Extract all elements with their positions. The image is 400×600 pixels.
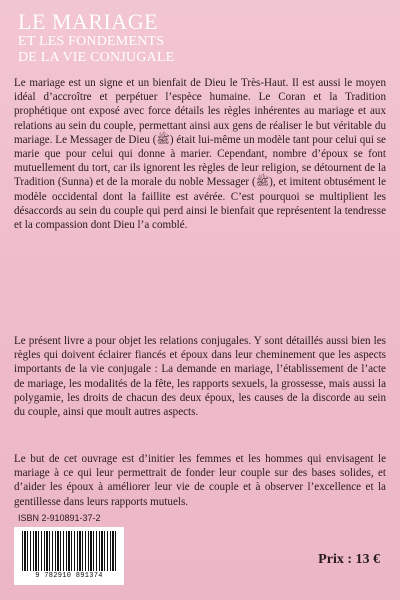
barcode-number: 9 782910 891374 xyxy=(35,572,103,580)
book-subtitle-line-2: DE LA VIE CONJUGALE xyxy=(18,50,175,65)
description-paragraph-3: Le but de cet ouvrage est d’initier les femmes et les hommes qui envisagent le mariage à ce qui leur permettrait de fonder leur couple sur des bases solides, et d’aider les époux à améliorer leur vie de couple et à observer l’excellence et la gentillesse dans leurs rapports mutuels. xyxy=(14,453,386,508)
book-subtitle-line-1: ET LES FONDEMENTS xyxy=(18,34,165,49)
title-block xyxy=(18,10,318,66)
description-paragraph-2: Le présent livre a pour objet les relations conjugales. Y sont détaillés aussi bien les règles qui doivent éclairer fiancés et époux dans leur cheminement que les aspects importants de la vie conjugale : La demande en mariage, l’établissement de l’acte de mariage, les modalités de la fête, les rapports sexuels, la grossesse, mais aussi la polygamie, les droits de chacun des deux époux, les causes de la discorde au sein du couple, ainsi que moult autres aspects. xyxy=(14,335,386,419)
price-label: Prix : 13 € xyxy=(318,552,380,567)
isbn-label: ISBN 2-910891-37-2 xyxy=(18,513,101,523)
description-paragraph-1: Le mariage est un signe et un bienfait de Dieu le Très-Haut. Il est aussi le moyen idéal d’accroître et perpétuer l’espèce humaine. Le Coran et la Tradition prophétique ont exposé avec force détails les règles inhérentes au mariage et aux relations au sein du couple, permettant ainsi aux gens de réaliser le but véritable du mariage. Le Messager de Dieu (ﷺ) était lui-même un modèle tant pour celui qui se marie que pour celui qui donne à marier. Cependant, nombre d’époux se font mutuellement du tort, car ils ignorent les règles de leur religion, se détournent de la Tradition (Sunna) et de la morale du noble Messager (ﷺ), et imitent obtusément le modèle occidental dont la faillite est avérée. C’est pourquoi se multiplient les désaccords au sein du couple qui perd ainsi le bienfait que représentent la tendresse et la compassion dont Dieu l’a comblé. xyxy=(14,77,386,232)
book-title: LE MARIAGE xyxy=(18,9,159,34)
barcode xyxy=(14,527,124,585)
barcode-bars xyxy=(22,531,116,571)
